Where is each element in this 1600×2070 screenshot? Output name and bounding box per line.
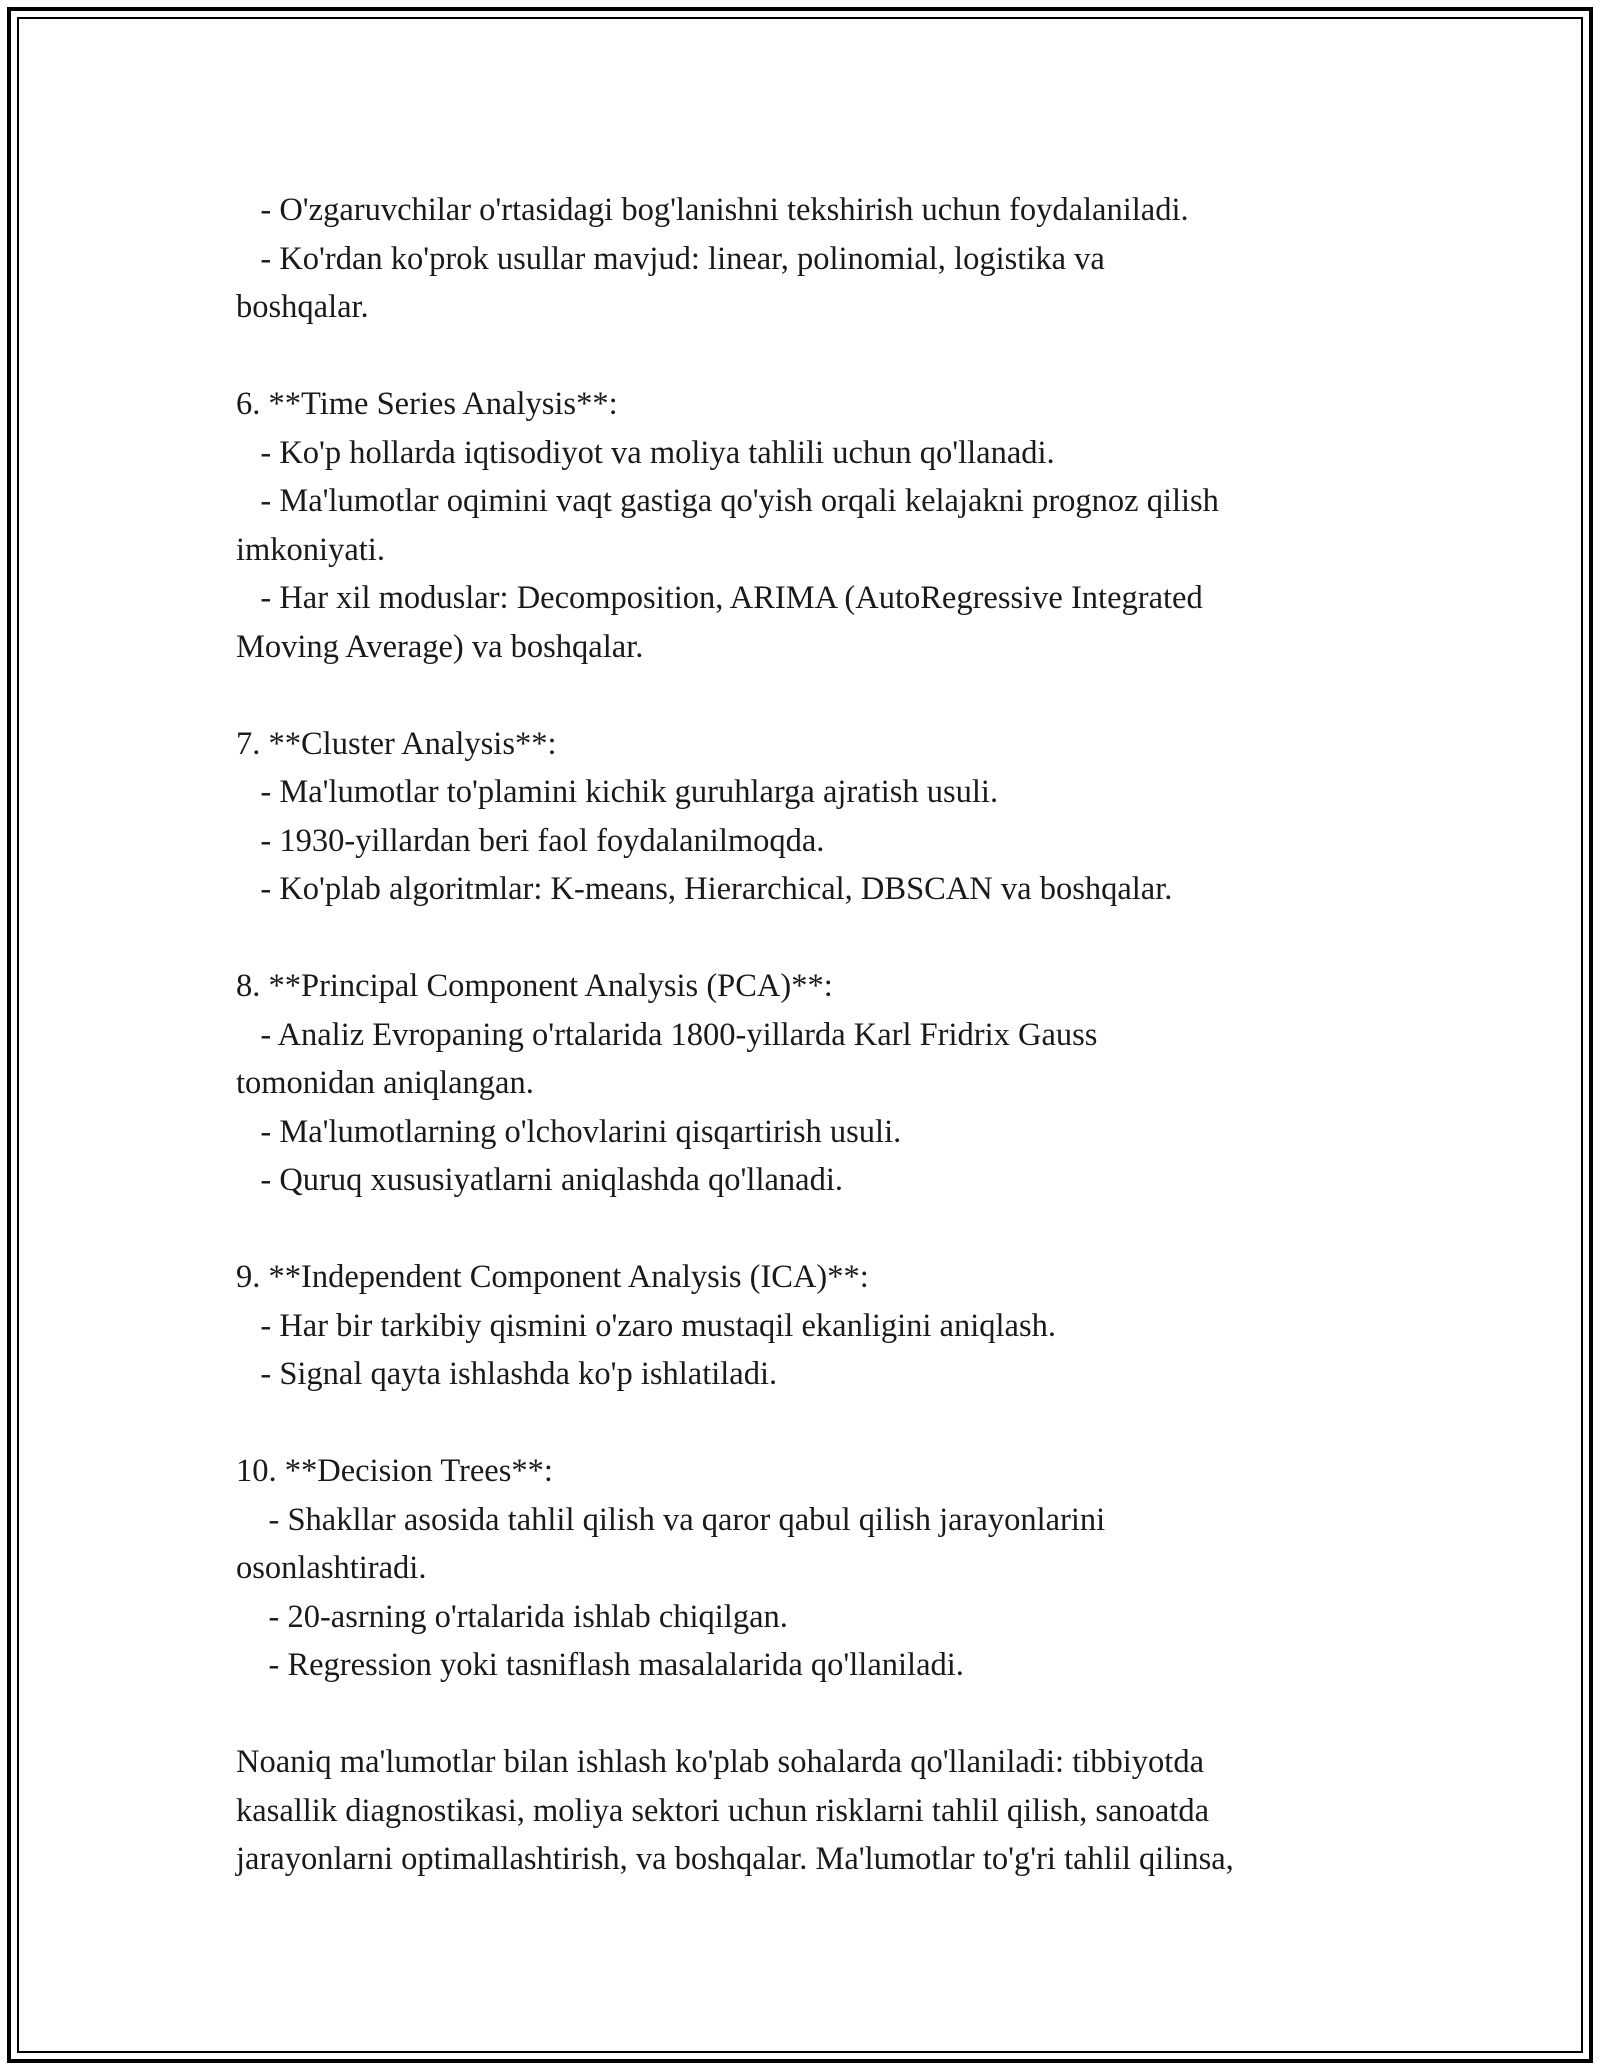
text-line: - Har bir tarkibiy qismini o'zaro mustaqil ekanligini aniqlash. xyxy=(236,1307,1056,1344)
text-line: - Ma'lumotlar oqimini vaqt gastiga qo'yish orqali kelajakni prognoz qilish xyxy=(236,483,1219,519)
text-line: - Shakllar asosida tahlil qilish va qaror qabul qilish jarayonlarini xyxy=(236,1501,1106,1538)
text-line: 9. **Independent Component Analysis (ICA)**: xyxy=(236,1259,869,1295)
text-line: boshqalar. xyxy=(236,289,369,325)
text-line: - Ma'lumotlarning o'lchovlarini qisqartirish usuli. xyxy=(236,1113,902,1150)
text-line: - Har xil moduslar: Decomposition, ARIMA (AutoRegressive Integrated xyxy=(236,580,1203,616)
text-line: - Regression yoki tasniflash masalalarida qo'llaniladi. xyxy=(236,1647,964,1683)
text-line: - Quruq xususiyatlarni aniqlashda qo'llanadi. xyxy=(236,1162,843,1198)
text-line: 7. **Cluster Analysis**: xyxy=(236,725,557,762)
text-line: - Analiz Evropaning o'rtalarida 1800-yillarda Karl Fridrix Gauss xyxy=(236,1016,1098,1053)
text-line: - Ko'plab algoritmlar: K-means, Hierarchical, DBSCAN va boshqalar. xyxy=(236,871,1173,907)
text-line: tomonidan aniqlangan. xyxy=(236,1065,534,1101)
text-line: - Signal qayta ishlashda ko'p ishlatiladi. xyxy=(236,1356,778,1392)
text-line: kasallik diagnostikasi, moliya sektori uchun risklarni tahlil qilish, sanoatda xyxy=(236,1792,1210,1829)
blank-line xyxy=(236,914,1376,963)
text-line: 6. **Time Series Analysis**: xyxy=(236,386,618,422)
text-line: - Ko'rdan ko'prok usullar mavjud: linear, polinomial, logistika va xyxy=(236,240,1105,277)
blank-line xyxy=(236,332,1376,381)
text-line: Noaniq ma'lumotlar bilan ishlash ko'plab sohalarda qo'llaniladi: tibbiyotda xyxy=(236,1744,1205,1780)
text-line: - Ma'lumotlar to'plamini kichik guruhlarga ajratish usuli. xyxy=(236,774,999,810)
text-line: osonlashtiradi. xyxy=(236,1550,427,1586)
text-line: jarayonlarni optimallashtirish, va boshqalar. Ma'lumotlar to'g'ri tahlil qilinsa, xyxy=(236,1841,1234,1877)
blank-line xyxy=(236,1205,1376,1254)
document-body xyxy=(236,186,1376,1884)
text-line: - 20-asrning o'rtalarida ishlab chiqilgan. xyxy=(236,1598,788,1635)
blank-line xyxy=(236,671,1376,720)
text-line: - 1930-yillardan beri faol foydalanilmoqda. xyxy=(236,822,825,859)
text-line: Moving Average) va boshqalar. xyxy=(236,628,644,665)
text-line: - O'zgaruvchilar o'rtasidagi bog'lanishni tekshirish uchun foydalaniladi. xyxy=(236,192,1189,228)
text-line: 10. **Decision Trees**: xyxy=(236,1453,553,1489)
blank-line xyxy=(236,1399,1376,1448)
text-line: - Ko'p hollarda iqtisodiyot va moliya tahlili uchun qo'llanadi. xyxy=(236,434,1055,471)
text-line: imkoniyati. xyxy=(236,531,385,568)
blank-line xyxy=(236,1690,1376,1739)
text-line: 8. **Principal Component Analysis (PCA)**: xyxy=(236,968,833,1004)
